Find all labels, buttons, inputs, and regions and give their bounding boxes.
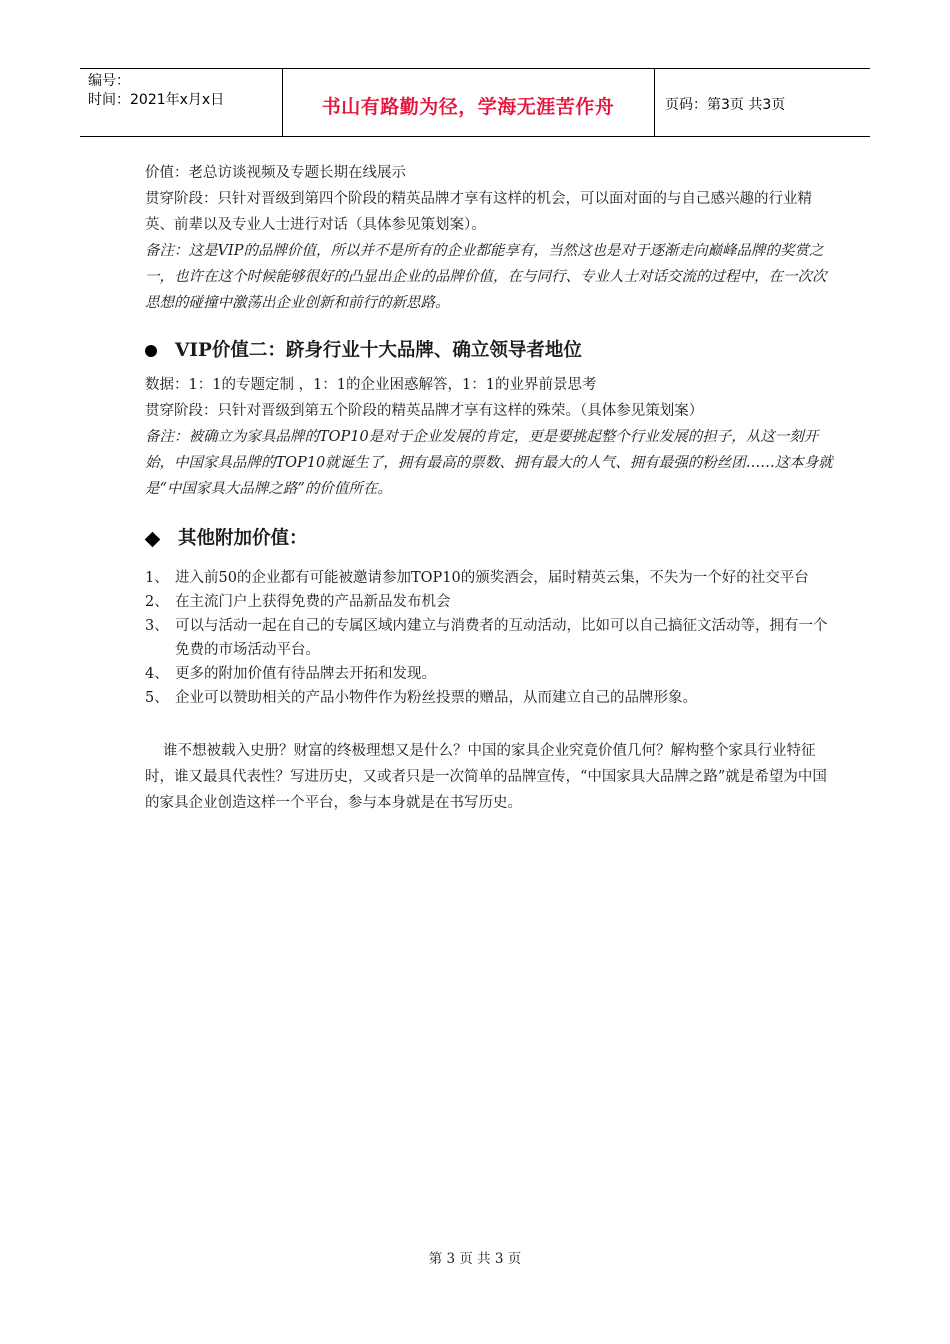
data-line: 数据：1：1的专题定制 ，1：1的企业困惑解答，1：1的业界前景思考 <box>145 377 597 393</box>
diamond-bullet-icon <box>145 531 161 547</box>
document-time-label: 时间：2021年x月x日 <box>88 92 225 108</box>
list-item: 1、 进入前50的企业都有可能被邀请参加TOP10的颁奖酒会，届时精英云集，不失为一个好的社交平台 <box>145 570 809 586</box>
list-item: 2、 在主流门户上获得免费的产品新品发布机会 <box>145 594 451 610</box>
section-vip-value-2 <box>145 338 835 502</box>
bullet-icon <box>145 345 157 357</box>
section-heading <box>145 338 835 364</box>
stage-line: 贯穿阶段：只针对晋级到第五个阶段的精英品牌才享有这样的殊荣。（具体参见策划案） <box>145 403 704 419</box>
list-item: 4、 更多的附加价值有待品牌去开拓和发现。 <box>145 666 436 682</box>
section-heading-text: VIP价值二：跻身行业十大品牌、确立领导者地位 <box>175 340 582 361</box>
list-item: 5、 企业可以赞助相关的产品小物件作为粉丝投票的赠品，从而建立自己的品牌形象。 <box>145 690 697 706</box>
page-footer: 第 3 页 共 3 页 <box>428 1251 522 1267</box>
list-item: 3、 可以与活动一起在自己的专属区域内建立与消费者的互动活动，比如可以自己搞征文活动等，拥有一个免费的市场活动平台。 <box>145 618 828 658</box>
header-page-label: 页码：第3页 共3页 <box>665 97 786 113</box>
header-motto: 书山有路勤为径，学海无涯苦作舟 <box>321 96 615 118</box>
note-line: 备注：被确立为家具品牌的TOP10是对于企业发展的肯定，更是要挑起整个行业发展的担子，从这一刻开始，中国家具品牌的TOP10就诞生了，拥有最高的票数、拥有最大的人气、拥有最强的粉丝团……这本身就是“中国家具大品牌之路”的价值所在。 <box>145 429 833 497</box>
value-line: 价值：老总访谈视频及专题长期在线展示 <box>145 165 406 181</box>
stage-line: 贯穿阶段：只针对晋级到第四个阶段的精英品牌才享有这样的机会，可以面对面的与自己感兴趣的行业精英、前辈以及专业人士进行对话（具体参见策划案）。 <box>145 191 812 233</box>
section-heading <box>145 526 835 552</box>
section-additional-value <box>145 526 835 710</box>
document-number-label: 编号： <box>88 73 130 89</box>
additional-value-list <box>145 566 835 710</box>
section-vip-value-1 <box>145 160 835 316</box>
header-meta <box>88 72 224 110</box>
header-divider-right <box>654 68 655 136</box>
closing-paragraph: 谁不想被载入史册？财富的终极理想又是什么？中国的家具企业究竟价值几何？解构整个家具行业特征时，谁又最具代表性？写进历史，又或者只是一次简单的品牌宣传，“中国家具大品牌之路”就是希望为中国的家具企业创造这样一个平台，参与本身就是在书写历史。 <box>145 743 827 811</box>
header-top-rule <box>80 68 870 69</box>
section-heading-text: 其他附加价值： <box>178 528 308 549</box>
document-body <box>145 160 835 816</box>
note-line: 备注：这是VIP的品牌价值，所以并不是所有的企业都能享有，当然这也是对于逐渐走向巅峰品牌的奖赏之一，也许在这个时候能够很好的凸显出企业的品牌价值，在与同行、专业人士对话交流的过程中，在一次次思想的碰撞中激荡出企业创新和前行的新思路。 <box>145 243 827 311</box>
header-bottom-rule <box>80 136 870 137</box>
